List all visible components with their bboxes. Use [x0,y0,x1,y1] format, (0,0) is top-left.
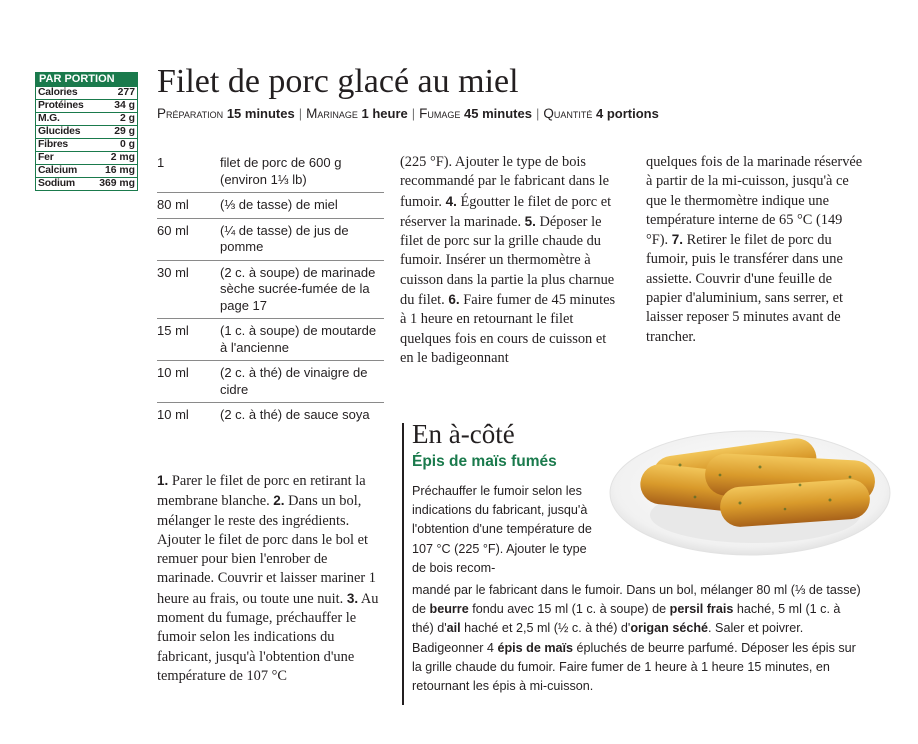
step-text: Au moment du fumage, préchauffer le fumoir selon les indications du fabricant, jusqu'à l'obtention d'une température de 107 °C [157,590,379,684]
side-title: En à-côté [412,419,515,449]
ingredient-qty: 80 ml [157,197,189,212]
meta-separator: | [411,106,416,121]
step-number: 3. [346,590,359,606]
meta-value: 4 portions [595,106,659,121]
nutrition-row [36,138,137,151]
side-ingredient: épis de maïs [497,640,574,655]
ingredient-desc: (¼ de tasse) de jus de pomme [220,222,349,254]
nutrition-row [36,164,137,177]
ingredient-qty: 15 ml [157,323,189,338]
ingredient-desc: filet de porc de 600 g (environ 1⅓ lb) [220,155,342,187]
nutrition-value: 0 g [119,139,135,150]
recipe-meta [157,106,659,122]
ingredient-desc: (2 c. à soupe) de marinade sèche sucrée-fumée de la page 17 [220,264,376,313]
step-text: Parer le filet de porc en retirant la membrane blanche. [157,473,366,510]
meta-value: 1 heure [361,106,408,121]
side-text: épluchés de beurre parfumé. Déposer les épis sur la grille chaude du fumoir. Faire fumer de 1 heure à 1 heure 15 minutes, en retournant les épis à mi-cuisson. [412,640,856,694]
side-text: haché et 2,5 ml (½ c. à thé) d' [460,621,631,636]
nutrition-label: Calcium [38,165,78,176]
side-divider [402,423,404,705]
nutrition-label: Calories [38,87,78,98]
nutrition-header: PAR PORTION [36,73,137,86]
ingredient-row [157,403,384,428]
step-text: Retirer le filet de porc du fumoir, puis le transférer dans une assiette. Couvrir d'une feuille de papier d'aluminium, sans serrer, et laisser reposer 5 minutes avant de trancher. [646,232,844,345]
step-number: 4. [445,193,457,209]
step-text: (225 °F). Ajouter le type de bois recommandé par le fabricant dans le fumoir. [400,154,609,210]
side-subtitle: Épis de maïs fumés [412,453,557,470]
meta-separator: | [298,106,303,121]
ingredient-row [157,261,384,320]
ingredient-qty: 60 ml [157,222,189,238]
nutrition-row [36,99,137,112]
nutrition-label: Sodium [38,178,75,189]
nutrition-value: 2 g [119,113,135,124]
nutrition-value: 16 mg [104,165,135,176]
nutrition-label: Glucides [38,126,81,137]
meta-label: Préparation [157,106,224,121]
step-number: 2. [273,493,285,509]
ingredient-desc: (2 c. à thé) de sauce soya [220,407,370,422]
nutrition-box [35,72,138,191]
nutrition-row [36,125,137,138]
ingredient-row [157,155,384,193]
nutrition-row [36,177,137,190]
side-text: mandé par le fabricant dans le fumoir. Dans un bol, mélanger 80 ml (⅓ de tasse) de [412,583,861,617]
side-ingredient: ail [446,621,461,636]
ingredient-row [157,219,384,261]
steps-column-3 [646,153,868,347]
nutrition-row [36,86,137,99]
ingredient-desc: (⅓ de tasse) de miel [220,197,338,212]
side-text: . Saler et poivrer. Badigeonner 4 [412,621,804,655]
ingredient-row [157,361,384,403]
steps-column-1 [157,471,382,686]
nutrition-label: Fer [38,152,54,163]
step-text: quelques fois de la marinade réservée à partir de la mi-cuisson, jusqu'à ce que le thermomètre indique une température interne de 65 °C (149 °F). [646,154,863,249]
step-number: 6. [448,292,460,308]
ingredient-desc: (1 c. à soupe) de moutarde à l'ancienne [220,323,377,355]
nutrition-value: 2 mg [110,152,135,163]
nutrition-value: 277 [117,87,135,98]
side-text-1: Préchauffer le fumoir selon les indications du fabricant, jusqu'à l'obtention d'une température de 107 °C (225 °F). Ajouter le type de bois recom- [412,484,592,575]
ingredient-row [157,319,384,361]
ingredient-qty: 10 ml [157,365,189,380]
nutrition-value: 34 g [114,100,135,111]
nutrition-label: M.G. [38,113,60,124]
step-text: Dans un bol, mélanger le reste des ingrédients. Ajouter le filet de porc dans le bol et remuer pour bien l'enrober de marinade. Couvrir et laisser mariner 1 heure au frais, ou toute une nuit. [157,493,376,607]
side-ingredient: origan séché [630,621,709,636]
side-text: fondu avec 15 ml (1 c. à soupe) de [468,602,670,617]
nutrition-row [36,151,137,164]
meta-label: Marinage [306,106,358,121]
nutrition-value: 29 g [114,126,135,137]
ingredient-qty: 10 ml [157,407,189,422]
step-number: 5. [524,213,536,229]
ingredient-qty: 30 ml [157,264,189,280]
step-text: Déposer le filet de porc sur la grille chaude du fumoir. Insérer un thermomètre à cuisson dans la partie la plus charnue du filet. [400,213,615,309]
step-number: 7. [671,232,684,248]
corn-photo [600,405,900,570]
meta-value: 45 minutes [464,106,532,121]
meta-separator: | [535,106,540,121]
meta-label: Fumage [419,106,461,121]
recipe-title: Filet de porc glacé au miel [157,63,519,100]
side-text-2 [412,581,862,696]
ingredient-desc: (2 c. à thé) de vinaigre de cidre [220,365,368,397]
nutrition-value: 369 mg [99,178,135,189]
ingredient-list [157,155,384,428]
side-ingredient: persil frais [669,602,734,617]
step-text: Faire fumer de 45 minutes à 1 heure en retournant le filet quelques fois en cours de cuisson et en le badigeonnant [400,292,616,366]
ingredient-row [157,193,384,219]
nutrition-label: Fibres [38,139,68,150]
nutrition-row [36,112,137,125]
step-number: 1. [157,473,169,488]
nutrition-label: Protéines [38,100,84,111]
ingredient-qty: 1 [157,155,165,170]
side-text: haché, 5 ml (1 c. à thé) d' [412,602,841,636]
step-text: Égoutter le filet de porc et réserver la marinade. [400,193,612,230]
steps-column-2 [400,153,622,368]
meta-label: Quantité [543,106,593,121]
side-ingredient: beurre [429,602,469,617]
meta-value: 15 minutes [226,106,295,121]
